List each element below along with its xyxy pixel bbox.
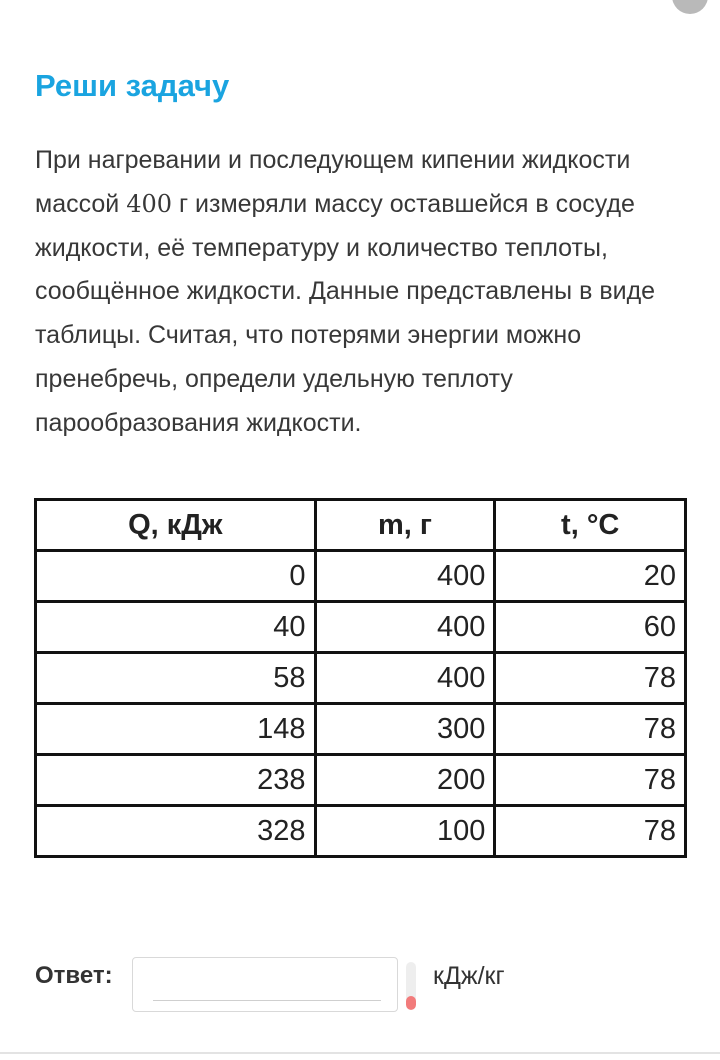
table-header-row bbox=[36, 500, 686, 551]
cell-m: 400 bbox=[315, 551, 495, 602]
mass-value: 400 bbox=[126, 189, 172, 218]
cell-t: 78 bbox=[495, 653, 686, 704]
header-m: m, г bbox=[315, 500, 495, 551]
bottom-divider bbox=[0, 1052, 720, 1054]
task-title: Реши задачу bbox=[35, 68, 230, 103]
cell-t: 78 bbox=[495, 704, 686, 755]
corner-circle-button[interactable] bbox=[672, 0, 708, 14]
task-text-part-1: При нагревании и последующем кипении жидкости массой bbox=[35, 146, 631, 218]
cell-t: 78 bbox=[495, 755, 686, 806]
header-q: Q, кДж bbox=[36, 500, 316, 551]
data-table bbox=[34, 498, 687, 858]
answer-indicator-fill bbox=[406, 996, 416, 1010]
input-underline bbox=[153, 1000, 381, 1001]
cell-m: 200 bbox=[315, 755, 495, 806]
table-row bbox=[36, 602, 686, 653]
cell-m: 400 bbox=[315, 602, 495, 653]
cell-q: 0 bbox=[36, 551, 316, 602]
table-row bbox=[36, 551, 686, 602]
cell-t: 60 bbox=[495, 602, 686, 653]
task-text bbox=[35, 139, 695, 446]
task-text-part-2: г измеряли массу оставшейся в сосуде жидкости, её температуру и количество теплоты, сообщённое жидкости. Данные представлены в виде таблицы. Считая, что потерями энергии можно пренебречь, определи удельную теплоту парообразования жидкости. bbox=[35, 189, 656, 437]
table-row bbox=[36, 653, 686, 704]
cell-q: 40 bbox=[36, 602, 316, 653]
answer-input[interactable] bbox=[153, 966, 381, 996]
unit-label: кДж/кг bbox=[433, 962, 505, 990]
answer-label: Ответ: bbox=[35, 962, 113, 989]
cell-m: 100 bbox=[315, 806, 495, 857]
table-row bbox=[36, 755, 686, 806]
cell-q: 328 bbox=[36, 806, 316, 857]
cell-t: 78 bbox=[495, 806, 686, 857]
answer-indicator-bar bbox=[406, 962, 416, 1010]
cell-t: 20 bbox=[495, 551, 686, 602]
cell-q: 58 bbox=[36, 653, 316, 704]
answer-field[interactable] bbox=[132, 957, 398, 1012]
table-row bbox=[36, 806, 686, 857]
cell-m: 400 bbox=[315, 653, 495, 704]
header-t: t, °C bbox=[495, 500, 686, 551]
table-row bbox=[36, 704, 686, 755]
cell-q: 148 bbox=[36, 704, 316, 755]
cell-m: 300 bbox=[315, 704, 495, 755]
cell-q: 238 bbox=[36, 755, 316, 806]
